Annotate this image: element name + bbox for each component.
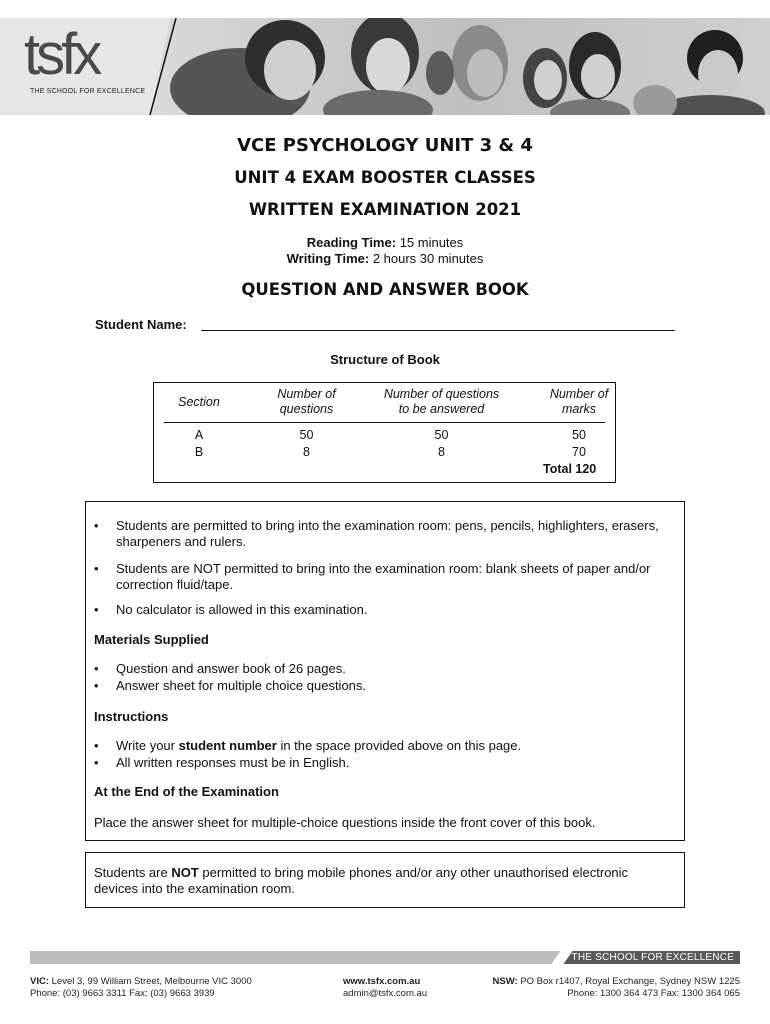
header-to-answer-line2: to be answered: [398, 402, 485, 416]
instruction-text-pre: Write your: [116, 738, 179, 753]
vic-label: VIC:: [30, 976, 49, 987]
material-item: [94, 678, 664, 694]
rule-text: Students are NOT permitted to bring into the examination room: blank sheets of paper and/or correction fluid/tape.: [116, 561, 651, 592]
header-to-answer: [369, 387, 514, 417]
rule-text: Students are permitted to bring into the examination room: pens, pencils, highlighters, erasers, sharpeners and rulers.: [116, 518, 659, 549]
email-link[interactable]: admin@tsfx.com.au: [343, 988, 428, 999]
logo-wordmark: tsfx: [24, 22, 99, 87]
rule-item: [94, 561, 664, 593]
structure-title: Structure of Book: [330, 352, 440, 367]
bullet-icon: •: [94, 561, 99, 576]
footer-brand-strip: [562, 951, 740, 964]
nsw-phone: Phone: 1300 364 473 Fax: 1300 364 065: [567, 988, 740, 999]
rules-box: [85, 501, 685, 841]
writing-time-value: 2 hours 30 minutes: [372, 251, 484, 266]
vic-address: Level 3, 99 William Street, Melbourne VIC 3000: [51, 976, 252, 987]
end-text: Place the answer sheet for multiple-choice questions inside the front cover of this book.: [94, 815, 596, 830]
course-title: VCE PSYCHOLOGY UNIT 3 & 4: [237, 135, 533, 156]
header-num-questions-line1: Number of: [277, 387, 336, 401]
row-a-questions: 50: [299, 428, 314, 442]
rule-item: [94, 518, 664, 550]
header-marks-line1: Number of: [549, 387, 609, 401]
bullet-icon: •: [94, 518, 99, 533]
exam-title: WRITTEN EXAMINATION 2021: [248, 200, 522, 219]
website-link[interactable]: www.tsfx.com.au: [343, 976, 421, 987]
header-marks: [534, 387, 624, 417]
nsw-address: PO Box r1407, Royal Exchange, Sydney NSW 1225: [520, 976, 740, 987]
student-name-field[interactable]: [201, 330, 675, 331]
structure-table: [153, 382, 616, 483]
header-to-answer-line1: Number of questions: [383, 387, 500, 401]
instruction-item: [94, 738, 664, 754]
instruction-item: [94, 755, 664, 771]
header-banner: [0, 18, 770, 115]
notice-bold: NOT: [171, 865, 199, 880]
row-b-section: B: [194, 445, 204, 459]
row-b-marks: 70: [572, 445, 586, 459]
phones-notice-box: [85, 852, 685, 908]
material-item: [94, 661, 664, 677]
students-photo: [150, 18, 770, 115]
footer-vic: [30, 976, 252, 1000]
total-marks: Total 120: [543, 462, 597, 476]
bullet-icon: •: [94, 755, 99, 770]
book-title: QUESTION AND ANSWER BOOK: [241, 280, 529, 299]
reading-time-value: 15 minutes: [399, 235, 464, 250]
footer-nsw: [493, 976, 740, 1000]
banner-divider: [0, 18, 200, 115]
materials-heading: Materials Supplied: [94, 632, 209, 647]
reading-time-label: Reading Time:: [306, 235, 397, 250]
phones-notice-text: [94, 865, 654, 897]
bullet-icon: •: [94, 678, 99, 693]
instruction-text-post: in the space provided above on this page.: [276, 738, 522, 753]
row-b-questions: 8: [303, 445, 310, 459]
footer-brand: THE SCHOOL FOR EXCELLENCE: [571, 952, 734, 963]
instruction-text-bold: student number: [178, 738, 277, 753]
row-a-answered: 50: [434, 428, 449, 442]
row-b-answered: 8: [438, 445, 445, 459]
logo-tagline: THE SCHOOL FOR EXCELLENCE: [30, 88, 146, 95]
instruction-text: [94, 738, 664, 754]
rule-text: No calculator is allowed in this examination.: [116, 602, 368, 617]
footer-web: [343, 976, 427, 1000]
header-num-questions-line2: questions: [279, 402, 334, 416]
rule-item: [94, 602, 664, 618]
vic-phone: Phone: (03) 9663 3311 Fax: (03) 9663 3939: [30, 988, 215, 999]
row-a-marks: 50: [572, 428, 586, 442]
class-title: UNIT 4 EXAM BOOSTER CLASSES: [234, 168, 536, 187]
notice-post: permitted to bring mobile phones and/or any other unauthorised electronic devices into the examination room.: [94, 865, 629, 896]
notice-pre: Students are: [94, 865, 172, 880]
bullet-icon: •: [94, 602, 99, 617]
bullet-icon: •: [94, 738, 99, 753]
header-num-questions: [254, 387, 359, 417]
end-heading: At the End of the Examination: [94, 784, 279, 799]
header-section: Section: [178, 395, 220, 409]
student-name-label: Student Name:: [95, 317, 187, 332]
nsw-label: NSW:: [492, 976, 518, 987]
material-text: Question and answer book of 26 pages.: [116, 661, 346, 676]
material-text: Answer sheet for multiple choice questions.: [116, 678, 367, 693]
table-divider: [164, 422, 605, 423]
instruction-text: All written responses must be in English.: [116, 755, 350, 770]
instructions-heading: Instructions: [94, 709, 169, 724]
header-marks-line2: marks: [561, 402, 597, 416]
writing-time-label: Writing Time:: [286, 251, 370, 266]
exam-times: [0, 235, 770, 267]
row-a-section: A: [194, 428, 204, 442]
footer-bar: [30, 951, 740, 964]
bullet-icon: •: [94, 661, 99, 676]
